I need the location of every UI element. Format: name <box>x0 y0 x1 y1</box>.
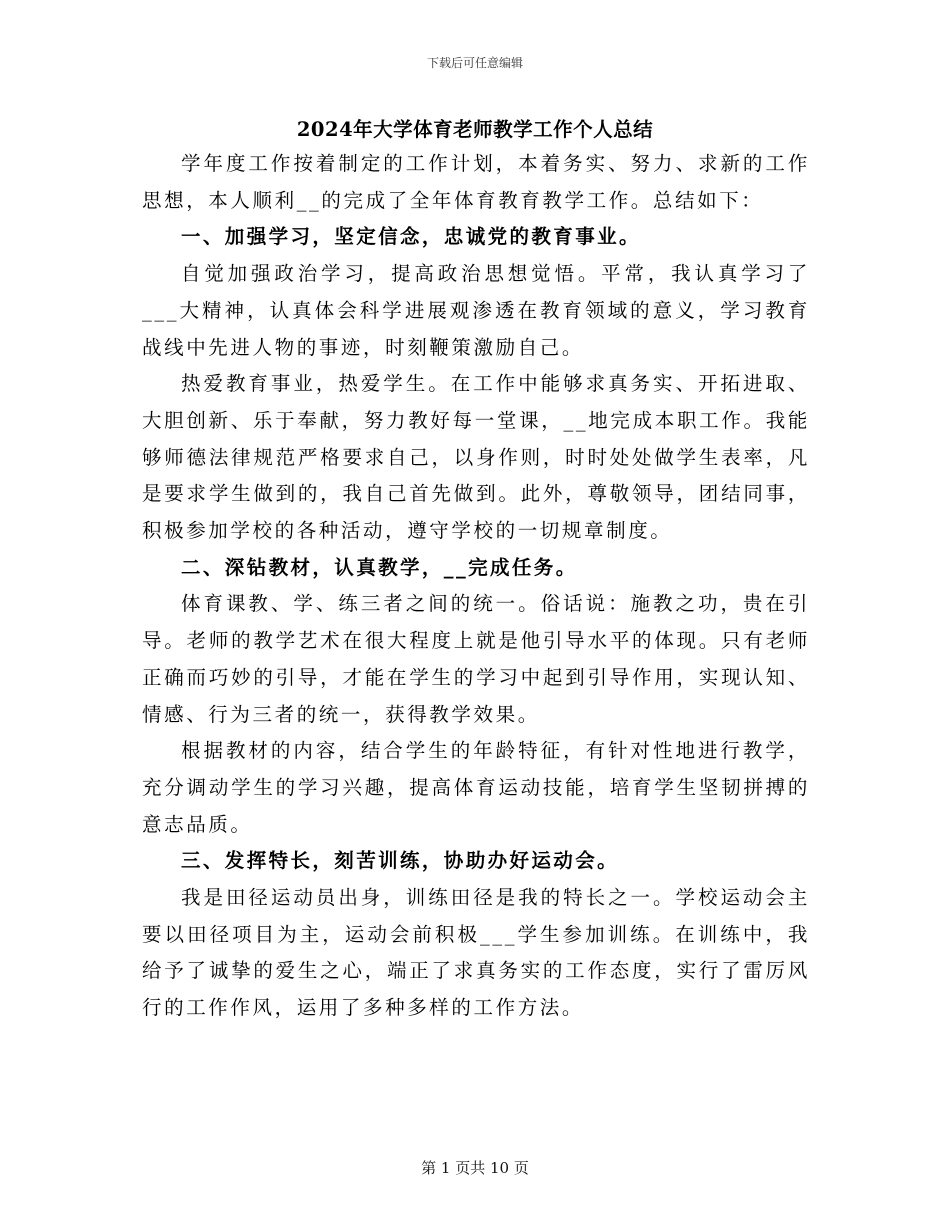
header-note: 下载后可任意编辑 <box>426 56 523 70</box>
page-title: 2024年大学体育老师教学工作个人总结 <box>296 118 654 141</box>
body-paragraph: 体育课教、学、练三者之间的统一。俗话说：施教之功，贵在引导。老师的教学艺术在很大程度上就是他引导水平的体现。只有老师正确而巧妙的引导，才能在学生的学习中起到引导作用，实现认知、情感、行为三者的统一，获得教学效果。 <box>142 592 810 726</box>
page-number: 第 1 页共 10 页 <box>421 1159 529 1177</box>
intro-paragraph: 学年度工作按着制定的工作计划，本着务实、努力、求新的工作思想，本人顺利__的完成了全年体育教育教学工作。总结如下： <box>142 152 810 212</box>
section-heading-1: 一、加强学习，坚定信念，忠诚党的教育事业。 <box>181 225 641 249</box>
document-body <box>142 146 810 1027</box>
body-paragraph: 我是田径运动员出身，训练田径是我的特长之一。学校运动会主要以田径项目为主，运动会前积极___学生参加训练。在训练中，我给予了诚挚的爱生之心，端正了求真务实的工作态度，实行了雷厉风行的工作作风，运用了多种多样的工作方法。 <box>142 886 810 1020</box>
body-paragraph: 根据教材的内容，结合学生的年龄特征，有针对性地进行教学，充分调动学生的学习兴趣，提高体育运动技能，培育学生坚韧拼搏的意志品质。 <box>142 739 810 836</box>
section-heading-3: 三、发挥特长，刻苦训练，协助办好运动会。 <box>181 849 620 873</box>
section-heading-2: 二、深钻教材，认真教学，__完成任务。 <box>181 555 578 579</box>
body-paragraph: 自觉加强政治学习，提高政治思想觉悟。平常，我认真学习了___大精神，认真体会科学进展观渗透在教育领域的意义，学习教育战线中先进人物的事迹，时刻鞭策激励自己。 <box>142 262 810 359</box>
body-paragraph: 热爱教育事业，热爱学生。在工作中能够求真务实、开拓进取、大胆创新、乐于奉献，努力教好每一堂课，__地完成本职工作。我能够师德法律规范严格要求自己，以身作则，时时处处做学生表率，凡是要求学生做到的，我自己首先做到。此外，尊敬领导，团结同事，积极参加学校的各种活动，遵守学校的一切规章制度。 <box>142 372 810 543</box>
